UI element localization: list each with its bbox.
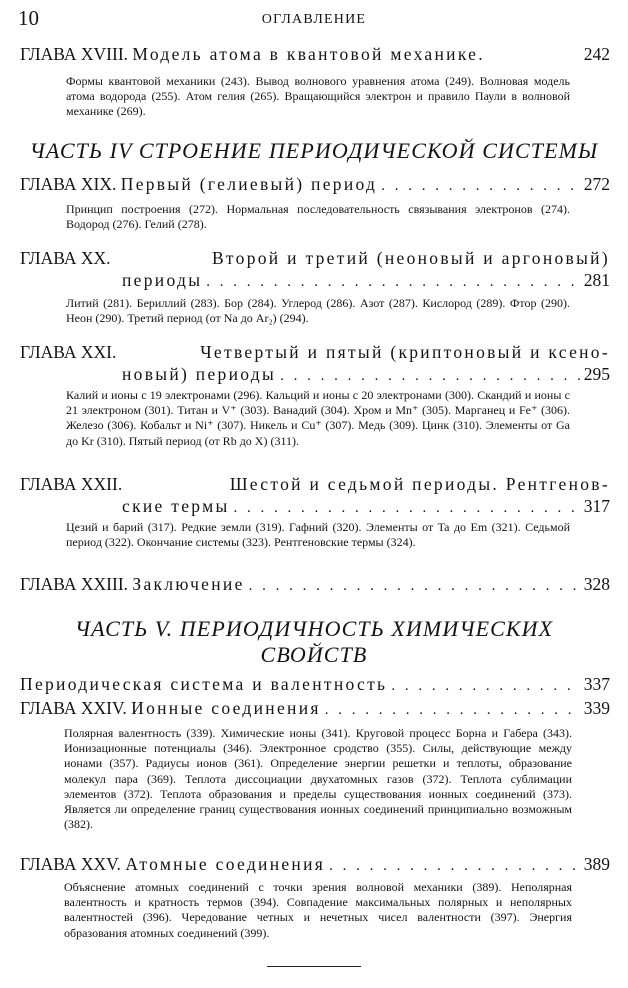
leader-dots xyxy=(381,178,579,195)
chapter-page: 242 xyxy=(583,44,610,64)
chapter-title: Четвертый и пятый (криптоновый и ксено- xyxy=(200,342,610,362)
chapter-page: 328 xyxy=(583,574,610,594)
leader-dots xyxy=(234,500,580,517)
chapter-title: Шестой и седьмой периоды. Рентгенов- xyxy=(229,474,610,494)
chapter-title: Заключение xyxy=(132,574,245,594)
section-page: 337 xyxy=(583,674,610,694)
chapter-title: Второй и третий (неоновый и аргоновый) xyxy=(211,248,610,268)
chapter-title: Ионные соединения xyxy=(131,698,321,718)
leader-dots xyxy=(206,274,579,291)
chapter-18-entry[interactable] xyxy=(20,44,610,65)
chapter-title-continued: ские термы xyxy=(122,496,230,516)
chapter-title: Модель атома в квантовой механике. xyxy=(132,44,485,64)
leader-dots xyxy=(391,678,579,695)
running-title: ОГЛАВЛЕНИЕ xyxy=(261,12,367,27)
chapter-title: Первый (гелиевый) период xyxy=(120,174,378,194)
chapter-label: ГЛАВА XVIII. xyxy=(20,44,129,64)
chapter-25-summary: Объяснение атомных соединений с точки зрения волновой механики (389). Неполярная валентность и кратность термов (394). Совпадение максимальных полярных и неполярных валентностей (396). Чередование четных и нечетных чисел валентности (397). Энергия образования атомных соединений (399). xyxy=(64,880,572,940)
chapter-20-summary: Литий (281). Бериллий (283). Бор (284). Углерод (286). Азот (287). Кислород (289). Фтор (290). Неон (290). Третий период (от Na до Ar₂) (294). xyxy=(66,296,570,326)
chapter-19-entry[interactable] xyxy=(20,174,610,195)
chapter-21-entry[interactable] xyxy=(20,342,610,385)
chapter-20-entry[interactable] xyxy=(20,248,610,291)
chapter-22-entry[interactable] xyxy=(20,474,610,517)
chapter-label: ГЛАВА XXI. xyxy=(20,342,117,362)
part-4-heading xyxy=(0,138,628,164)
chapter-page: 339 xyxy=(583,698,610,718)
chapter-title-continued: периоды xyxy=(122,270,203,290)
chapter-title-continued: новый) периоды xyxy=(122,364,277,384)
chapter-page: 281 xyxy=(583,270,610,290)
part-title-line: ЧАСТЬ V. ПЕРИОДИЧНОСТЬ ХИМИЧЕСКИХ xyxy=(74,616,554,641)
chapter-label: ГЛАВА XIX. xyxy=(20,174,117,194)
chapter-label: ГЛАВА XXV. xyxy=(20,854,121,874)
section-periodic-valence-entry[interactable] xyxy=(20,674,610,695)
chapter-label: ГЛАВА XX. xyxy=(20,248,111,268)
chapter-19-summary: Принцип построения (272). Нормальная последовательность связывания электронов (274). Водород (276). Гелий (278). xyxy=(66,202,570,232)
chapter-18-summary: Формы квантовой механики (243). Вывод волнового уравнения атома (249). Волновая модель атома водорода (255). Атом гелия (265). Вращающийся электрон и правило Паули в волновой механике (269). xyxy=(66,74,570,119)
chapter-label: ГЛАВА XXIII. xyxy=(20,574,129,594)
leader-dots xyxy=(280,368,580,385)
chapter-24-summary: Полярная валентность (339). Химические ионы (341). Круговой процесс Борна и Габера (343). Ионизационные потенциалы (346). Электронное сродство (355). Силы, действующие между ионами (357). Радиусы ионов (361). Определение энергии решетки и теплоты, образование молекул пара (369). Теплота диссоциации двухатомных газов (372). Теплота сублимации элементов (372). Теплота образования и пределы существования ионных соединений (373). Является ли определение границ существования ионных соединений принципиально возможным (382). xyxy=(64,726,572,832)
chapter-title: Атомные соединения xyxy=(125,854,326,874)
leader-dots xyxy=(325,702,580,719)
chapter-21-summary: Калий и ионы с 19 электронами (296). Кальций и ионы с 20 электронами (300). Скандий и ионы с 21 электроном (301). Титан и V⁺ (303). Ванадий (304). Хром и Mn⁺ (305). Марганец и Fe⁺ (306). Железо (306). Кобальт и Ni⁺ (307). Никель и Cu⁺ (307). Медь (309). Цинк (310). Элементы от Ga до Kr (310). Пятый период (от Rb до X) (311). xyxy=(66,388,570,448)
chapter-page: 272 xyxy=(583,174,610,194)
leader-dots xyxy=(249,578,580,595)
chapter-23-entry[interactable] xyxy=(20,574,610,595)
chapter-page: 317 xyxy=(583,496,610,516)
page-number: 10 xyxy=(18,6,39,30)
chapter-page: 389 xyxy=(583,854,610,874)
leader-dots xyxy=(329,858,580,875)
chapter-page: 295 xyxy=(583,364,610,384)
chapter-label: ГЛАВА XXIV. xyxy=(20,698,127,718)
part-title-line: ЧАСТЬ IV СТРОЕНИЕ ПЕРИОДИЧЕСКОЙ СИСТЕМЫ xyxy=(29,138,599,163)
chapter-label: ГЛАВА XXII. xyxy=(20,474,123,494)
chapter-25-entry[interactable] xyxy=(20,854,610,875)
closing-rule xyxy=(267,966,361,967)
part-title-line-2: СВОЙСТВ xyxy=(260,642,368,667)
chapter-24-entry[interactable] xyxy=(20,698,610,719)
chapter-22-summary: Цезий и барий (317). Редкие земли (319). Гафний (320). Элементы от Ta до Em (321). Седьмой период (322). Окончание системы (323). Рентгеновские термы (324). xyxy=(66,520,570,550)
part-5-heading xyxy=(0,616,628,668)
section-title: Периодическая система и валентность xyxy=(20,674,388,694)
